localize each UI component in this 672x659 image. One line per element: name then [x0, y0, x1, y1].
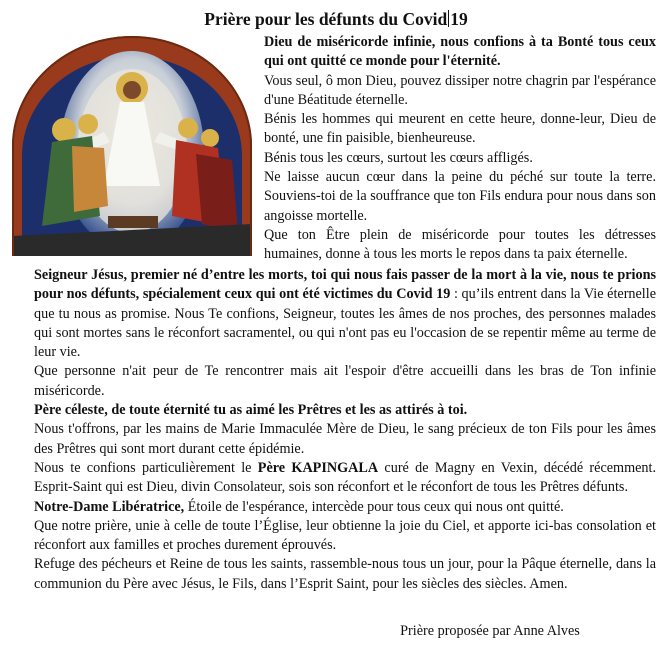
father-invocation: Père céleste, de toute éternité tu as aimé les Prêtres et les as attirés à toi.	[34, 402, 468, 419]
paragraph-7-rest: : qu’ils entrent dans la Vie éternelle que tu nous as promise. Nous Te confions, Seigneur, toutes les âmes de nos proches, des personnes malades qui sont mortes sans le réconfort sacramentel, ou qui n'ont pas eu l'occasion de se repentir même au terme de leur vie.	[34, 286, 656, 361]
resurrection-icon	[12, 36, 252, 256]
invocation-bold: Dieu de miséricorde infinie, nous confions à ta Bonté tous ceux qui ont quitté ce monde pour l'éternité.	[264, 34, 656, 70]
title-text: Prière pour les défunts du Covid	[204, 9, 448, 29]
jesus-invocation: Seigneur Jésus, premier né d’entre les morts, toi qui nous fais passer de la mort à la vie, nous te prions pour nos défunts, spécialement ceux qui ont été victimes du Covid 19	[34, 267, 656, 303]
paragraph-6: Que ton Être plein de miséricorde pour toutes les détresses humaines, donne à tous les morts le repos dans ta paix éternelle.	[264, 226, 656, 263]
paragraph-2: Vous seul, ô mon Dieu, pouvez dissiper notre chagrin par l'espérance d'une Béatitude éternelle.	[264, 72, 656, 108]
paragraph-13: Que notre prière, unie à celle de toute l’Église, leur obtienne la joie du Ciel, et apporte ici-bas consolation et réconfort aux familles et proches durement éprouvés.	[34, 517, 656, 554]
paragraph-14: Refuge des pécheurs et Reine de tous les saints, rassemble-nous tous un jour, pour la Pâque éternelle, dans la communion du Père avec Jésus, le Fils, dans l’Esprit Saint, pour les siècles des siècles. Amen.	[34, 556, 656, 592]
paragraph-1	[264, 33, 656, 72]
notre-dame-invocation: Notre-Dame Libératrice,	[34, 498, 185, 515]
paragraph-7	[34, 266, 656, 362]
full-width-text	[34, 266, 656, 594]
paragraph-3: Bénis les hommes qui meurent en cette heure, donne-leur, Dieu de bonté, une fin paisible, bienheureuse.	[264, 111, 656, 147]
paragraph-5: Ne laisse aucun cœur dans la peine du péché sur toute la terre. Souviens-toi de la souffrance que ton Fils endura pour nous dans son angoisse mortelle.	[264, 169, 656, 224]
paragraph-12-rest: Étoile de l'espérance, intercède pour tous ceux qui nous ont quitté.	[184, 498, 564, 515]
paragraph-12	[34, 498, 656, 517]
paragraph-11-start: Nous te confions particulièrement le	[34, 459, 258, 476]
paragraph-11-end: curé de Magny en Vexin, décédé récemment. Esprit-Saint qui est Dieu, divin Consolateur, sois son réconfort et le réconfort de tous les Prêtres défunts.	[34, 459, 656, 496]
title-number: 19	[450, 9, 468, 29]
right-column-text	[264, 33, 656, 265]
paragraph-9	[34, 401, 656, 420]
paragraph-8: Que personne n'ait peur de Te rencontrer mais ait l'espoir d'être accueilli dans les bras de Ton infinie miséricorde.	[34, 363, 656, 399]
signature: Prière proposée par Anne Alves	[400, 623, 580, 639]
icon-painting	[12, 36, 252, 256]
priest-name: Père KAPINGALA	[257, 459, 379, 476]
page-title	[0, 8, 672, 30]
paragraph-11	[34, 459, 656, 498]
paragraph-10: Nous t'offrons, par les mains de Marie Immaculée Mère de Dieu, le sang précieux de ton Fils pour les âmes des Prêtres qui sont mort durant cette épidémie.	[34, 421, 656, 457]
paragraph-4: Bénis tous les cœurs, surtout les cœurs affligés.	[264, 149, 533, 166]
